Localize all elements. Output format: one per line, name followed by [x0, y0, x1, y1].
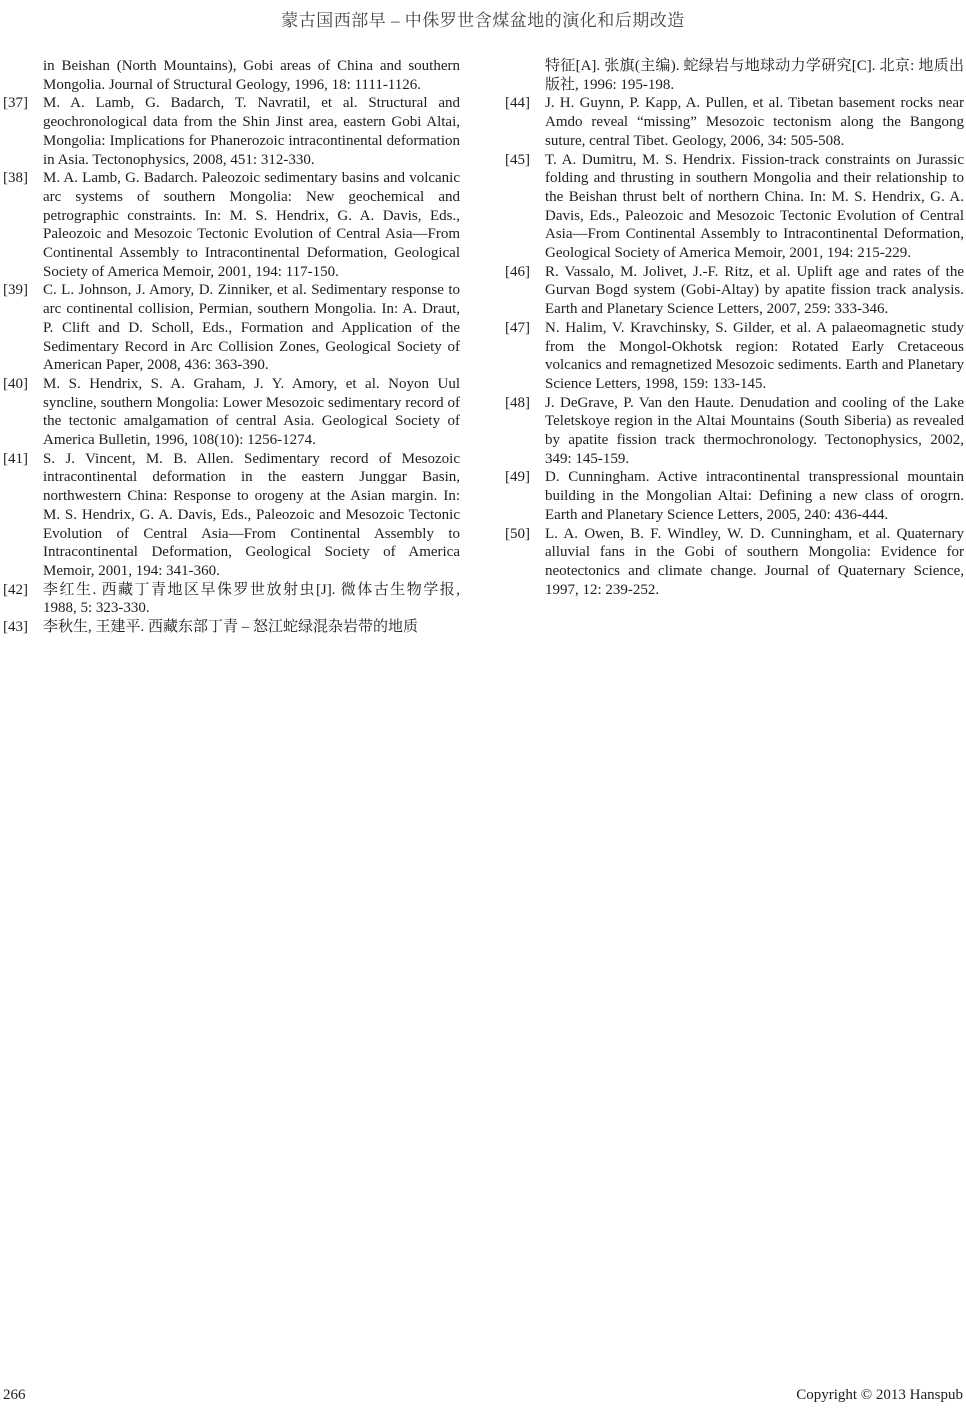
references-right-column	[505, 57, 964, 599]
reference-item	[505, 319, 964, 394]
copyright-notice: Copyright © 2013 Hanspub	[796, 1387, 963, 1403]
reference-text: M. A. Lamb, G. Badarch, T. Navratil, et al. Structural and geochronological data from the Shin Jinst area, eastern Gobi Altai, Mongolia: Implications for Phanerozoic intracontinental deformation in Asia. Tectonophysics, 2008, 451: 312-330.	[43, 95, 460, 168]
reference-text: J. DeGrave, P. Van den Haute. Denudation and cooling of the Lake Teletskoye region in the Altai Mountains (South Siberia) as revealed by apatite fission track thermochronology. Tectonophysics, 2002, 349: 145-159.	[545, 394, 964, 467]
reference-text: M. A. Lamb, G. Badarch. Paleozoic sedimentary basins and volcanic arc systems of southern Mongolia: New geochemical and petrographic constraints. In: M. S. Hendrix, G. A. Davis, Eds., Paleozoic and Mesozoic Tectonic Evolution of Central Asia—From Continental Assembly to Intracontinental Deformation, Geological Society of America Memoir, 2001, 194: 117-150.	[43, 170, 460, 280]
reference-number: [48]	[505, 394, 530, 411]
reference-text: R. Vassalo, M. Jolivet, J.-F. Ritz, et al. Uplift age and rates of the Gurvan Bogd system (Gobi-Altay) by apatite fission track analysis. Earth and Planetary Science Letters, 2007, 259: 333-346.	[545, 263, 964, 318]
reference-item	[3, 57, 460, 94]
reference-text: D. Cunningham. Active intracontinental transpressional mountain building in the Mongolian Altai: Defining a new class of orogrn. Earth and Planetary Science Letters, 2005, 240: 436-444.	[545, 469, 964, 523]
reference-item	[3, 618, 460, 637]
reference-item	[505, 525, 964, 600]
reference-number	[505, 57, 545, 94]
references-left-column	[3, 57, 460, 637]
page-number: 266	[3, 1387, 26, 1403]
reference-number: [38]	[3, 170, 28, 187]
reference-text: L. A. Owen, B. F. Windley, W. D. Cunningham, et al. Quaternary alluvial fans in the Gobi of southern Mongolia: Evidence for neotectonics and climate change. Journal of Quaternary Science, 1997, 12: 239-252.	[545, 525, 964, 598]
reference-number: [43]	[3, 619, 28, 636]
reference-number: [37]	[3, 95, 28, 112]
running-head-title: 蒙古国西部早 – 中侏罗世含煤盆地的演化和后期改造	[281, 11, 685, 30]
reference-item	[505, 468, 964, 524]
reference-text: T. A. Dumitru, M. S. Hendrix. Fission-track constraints on Jurassic folding and thrusting in southern Mongolia and their relationship to the Beishan thrust belt of northern China. In: M. S. Hendrix, G. A. Davis, Eds., Paleozoic and Mesozoic Tectonic Evolution of Central Asia—From Continental Assembly to Intracontinental Deformation, Geological Society of America Memoir, 2001, 194: 215-229.	[545, 151, 964, 262]
reference-item	[3, 581, 460, 618]
reference-number: [42]	[3, 581, 28, 598]
reference-number: [40]	[3, 375, 28, 392]
reference-item	[3, 169, 460, 281]
reference-text: C. L. Johnson, J. Amory, D. Zinniker, et al. Sedimentary response to arc continental collision, Permian, southern Mongolia. In: A. Draut, P. Clift and D. Scholl, Eds., Formation and Application of the Sedimentary Record in Arc Collision Zones, Geological Society of American Paper, 2008, 436: 363-390.	[43, 282, 460, 374]
reference-text: 李红生. 西藏丁青地区早侏罗世放射虫[J]. 微体古生物学报, 1988, 5: 323-330.	[43, 581, 460, 617]
reference-item	[505, 394, 964, 469]
reference-item	[505, 151, 964, 263]
reference-text: N. Halim, V. Kravchinsky, S. Gilder, et al. A palaeomagnetic study from the Mongol-Okhotsk region: Rotated Early Cretaceous volcanics and remagnetized Mesozoic sediments. Earth and Planetary Science Letters, 1998, 159: 133-145.	[545, 319, 964, 392]
reference-text: in Beishan (North Mountains), Gobi areas of China and southern Mongolia. Journal of Structural Geology, 1996, 18: 1111-1126.	[43, 58, 460, 93]
reference-item	[3, 450, 460, 581]
page-footer	[3, 1387, 963, 1404]
reference-number: [41]	[3, 450, 28, 467]
reference-item	[505, 263, 964, 319]
reference-text: S. J. Vincent, M. B. Allen. Sedimentary record of Mesozoic intracontinental deformation in the eastern Junggar Basin, northwestern China: Response to orogeny at the Asian margin. In: M. S. Hendrix, G. A. Davis, Eds., Paleozoic and Mesozoic Tectonic Evolution of Central Asia—From Continental Assembly to Intracontinental Deformation, Geological Society of America Memoir, 2001, 194: 341-360.	[43, 450, 460, 579]
reference-item	[3, 375, 460, 450]
reference-number: [39]	[3, 282, 28, 299]
reference-number: [44]	[505, 95, 530, 112]
reference-text: 特征[A]. 张旗(主编). 蛇绿岩与地球动力学研究[C]. 北京: 地质出版社, 1996: 195-198.	[545, 58, 964, 93]
reference-number: [46]	[505, 263, 530, 280]
reference-item	[505, 57, 964, 94]
reference-text: M. S. Hendrix, S. A. Graham, J. Y. Amory, et al. Noyon Uul syncline, southern Mongolia: Lower Mesozoic sedimentary record of the tectonic amalgamation of central Asia. Geological Society of America Bulletin, 1996, 108(10): 1256-1274.	[43, 375, 460, 449]
reference-text: J. H. Guynn, P. Kapp, A. Pullen, et al. Tibetan basement rocks near Amdo reveal “missing” Mesozoic tectonism along the Bangong suture, central Tibet. Geology, 2006, 34: 505-508.	[545, 95, 964, 149]
reference-number: [47]	[505, 319, 530, 336]
reference-item	[3, 281, 460, 375]
reference-text: 李秋生, 王建平. 西藏东部丁青 – 怒江蛇绿混杂岩带的地质	[43, 619, 419, 636]
reference-number: [49]	[505, 469, 530, 486]
reference-item	[3, 94, 460, 169]
reference-number	[3, 57, 43, 94]
reference-number: [50]	[505, 525, 530, 542]
reference-item	[505, 94, 964, 150]
reference-number: [45]	[505, 151, 530, 168]
